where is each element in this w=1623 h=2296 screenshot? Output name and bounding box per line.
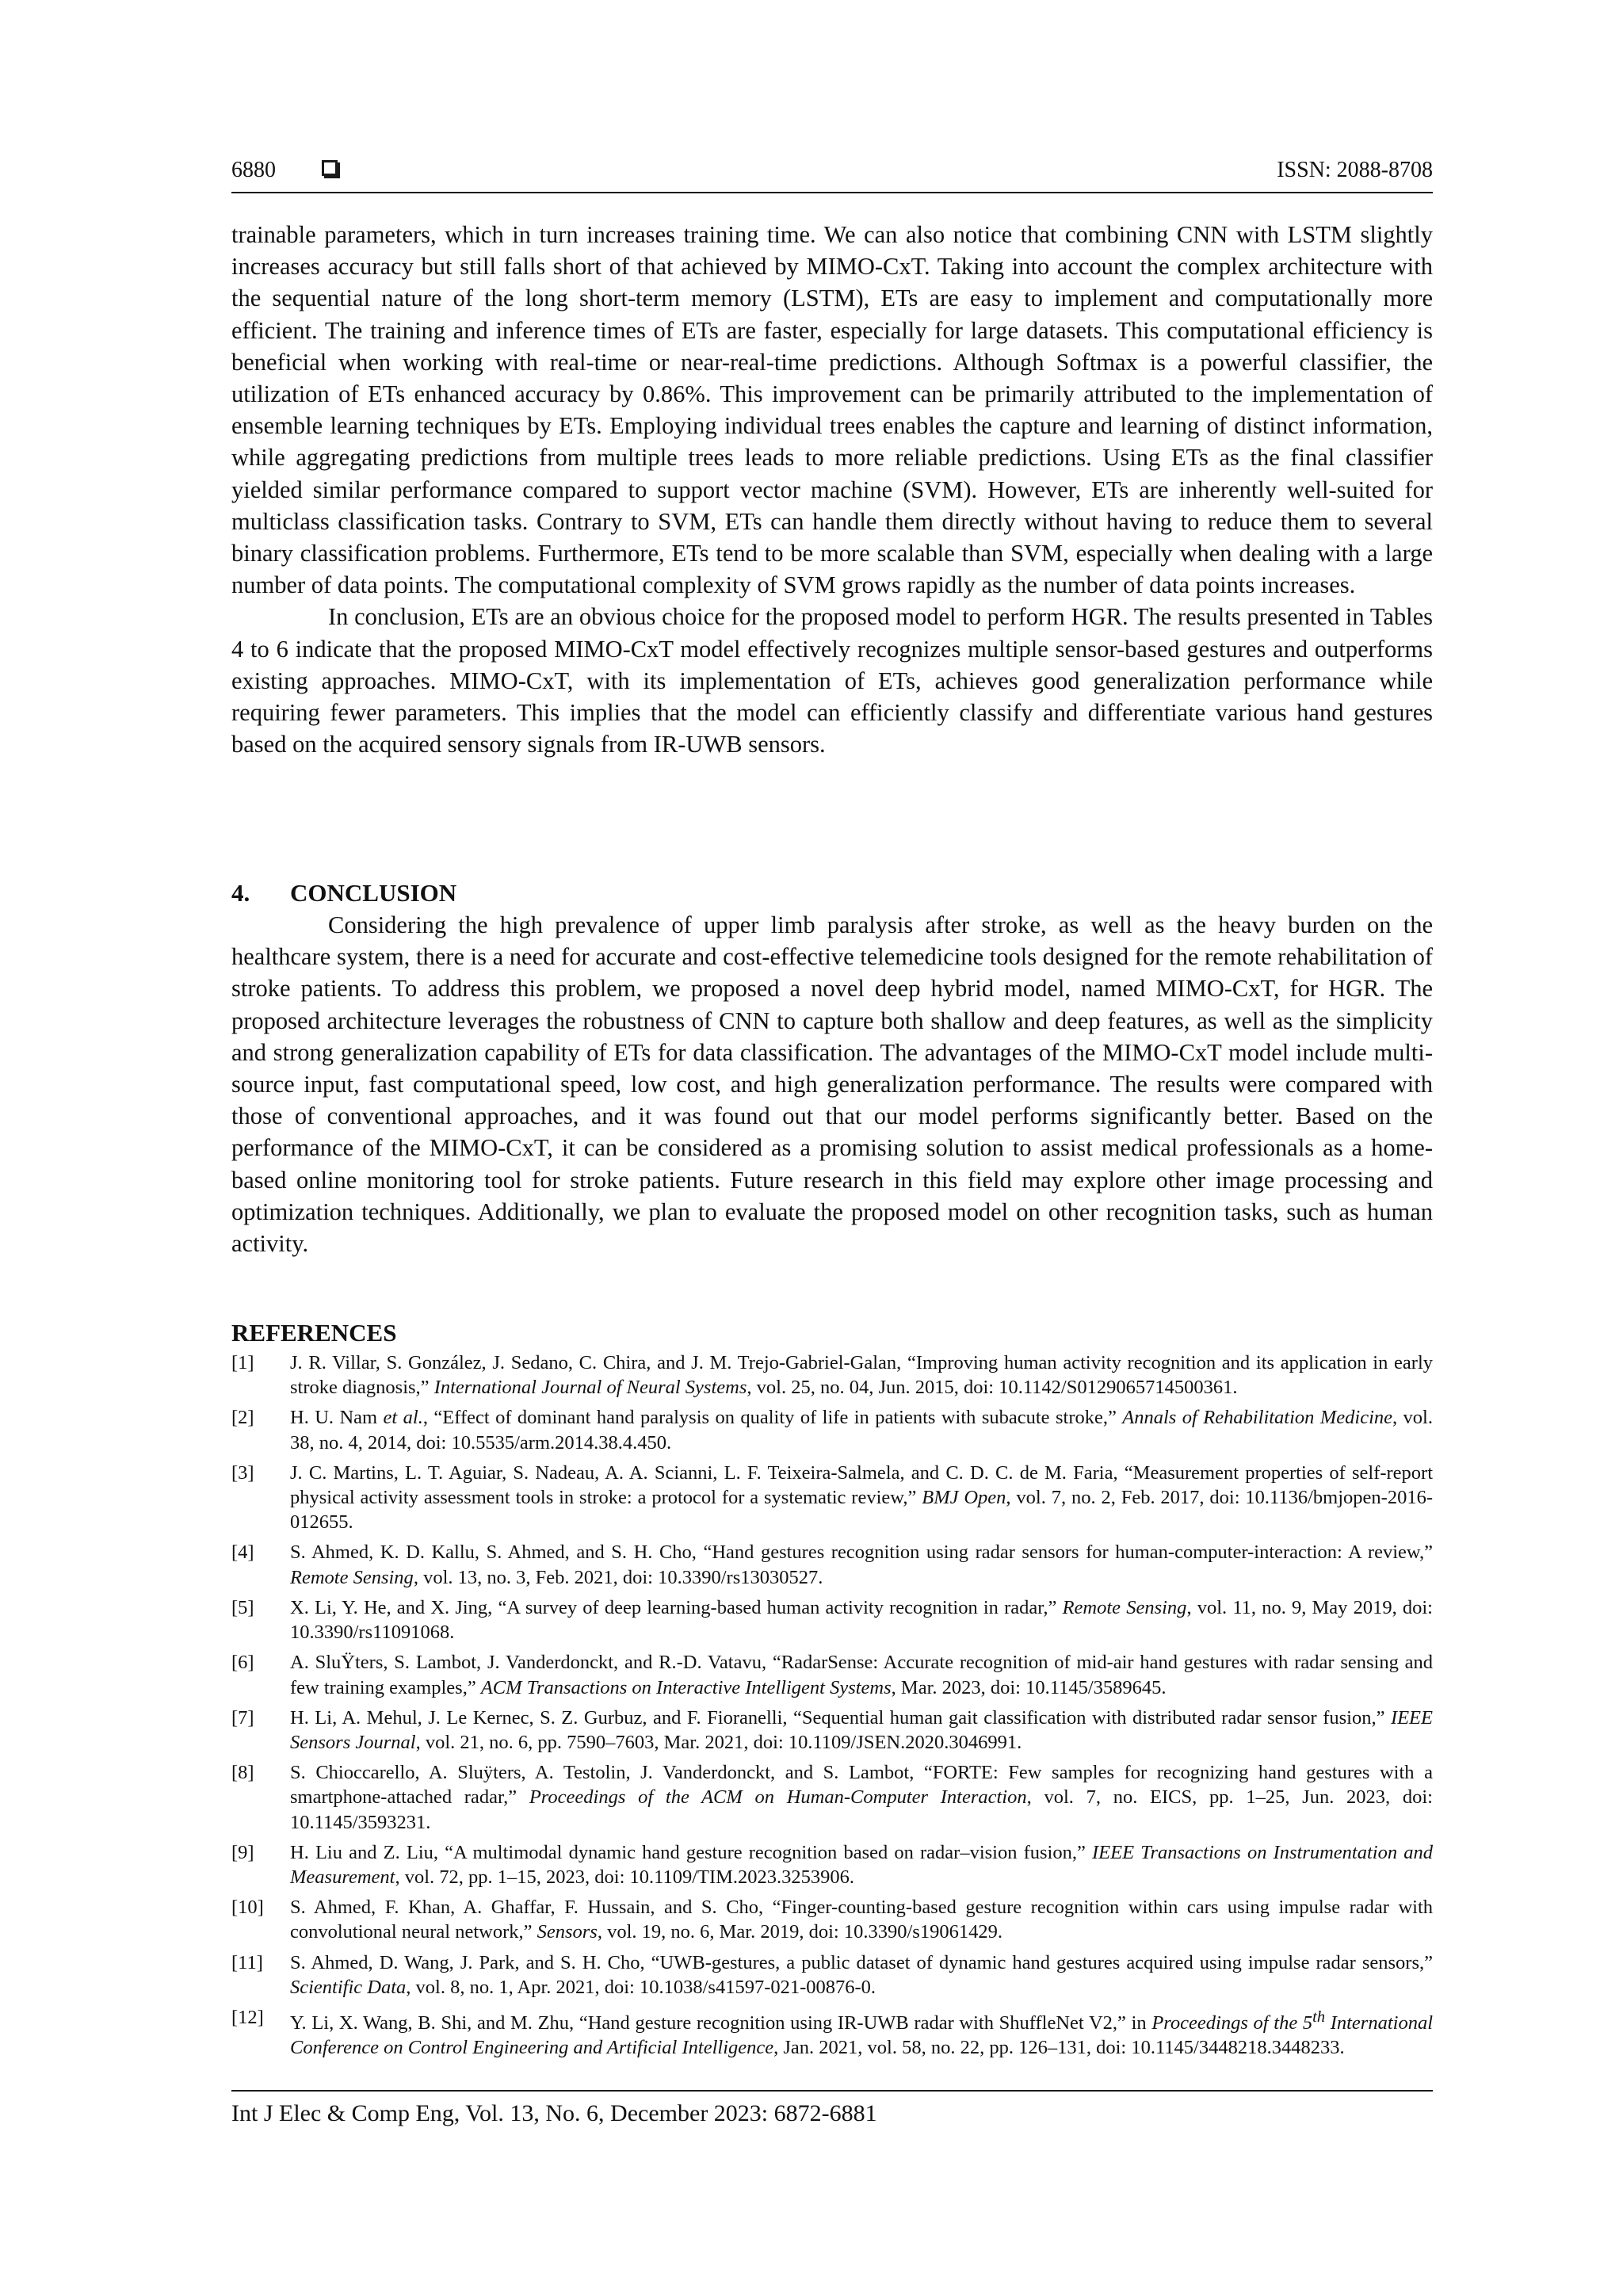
section-title: CONCLUSION xyxy=(290,879,457,907)
references-list xyxy=(231,1350,1433,2065)
section-number: 4. xyxy=(231,879,250,907)
journal-citation: Int J Elec & Comp Eng, Vol. 13, No. 6, December 2023: 6872-6881 xyxy=(231,2100,877,2126)
reference-item: [6] A. SluŸters, S. Lambot, J. Vanderdonckt, and R.-D. Vatavu, “RadarSense: Accurate recognition of mid-air hand gestures with radar sensing and few training examples,” ACM Transactions on Interactive Intelligent Systems, Mar. 2023, doi: 10.1145/3589645. xyxy=(231,1652,1433,1698)
page-header xyxy=(231,155,1433,193)
section-heading-conclusion xyxy=(231,877,456,909)
reference-item: [2] H. U. Nam et al., “Effect of dominant hand paralysis on quality of life in patients with subacute stroke,” Annals of Rehabilitation Medicine, vol. 38, no. 4, 2014, doi: 10.5535/arm.2014.38.4.450. xyxy=(231,1407,1433,1454)
conclusion-text xyxy=(231,909,1433,1259)
reference-item: [5] X. Li, Y. He, and X. Jing, “A survey of deep learning-based human activity recognition in radar,” Remote Sensing, vol. 11, no. 9, May 2019, doi: 10.3390/rs11091068. xyxy=(231,1596,1433,1644)
reference-item: [12] Y. Li, X. Wang, B. Shi, and M. Zhu, “Hand gesture recognition using IR-UWB radar with ShuffleNet V2,” in Proceedings of the 5th International Conference on Control Engineering and Artificial Intelligence, Jan. 2021, vol. 58, no. 22, pp. 126–131, doi: 10.1145/3448218.3448233. xyxy=(231,2006,1434,2059)
paragraph: Considering the high prevalence of upper limb paralysis after stroke, as well as the heavy burden on the healthcare system, there is a need for accurate and cost-effective telemedicine tools designed for the remote rehabilitation of stroke patients. To address this problem, we proposed a novel deep hybrid model, named MIMO-CxT, for HGR. The proposed architecture leverages the robustness of CNN to capture both shallow and deep features, as well as the simplicity and strong generalization capability of ETs for data classification. The advantages of the MIMO-CxT model include multi-source input, fast computational speed, low cost, and high generalization performance. The results were compared with those of conventional approaches, and it was found out that our model performs significantly better. Based on the performance of the MIMO-CxT, it can be considered as a promising solution to assist medical professionals as a home-based online monitoring tool for stroke patients. Future research in this field may explore other image processing and optimization techniques. Additionally, we plan to evaluate the proposed model on other recognition tasks, such as human activity. xyxy=(231,911,1433,1258)
issn: ISSN: 2088-8708 xyxy=(1277,158,1433,182)
paragraph: In conclusion, ETs are an obvious choice for the proposed model to perform HGR. The results presented in Tables 4 to 6 indicate that the proposed MIMO-CxT model effectively recognizes multiple sensor-based gestures and outperforms existing approaches. MIMO-CxT, with its implementation of ETs, achieves good generalization performance while requiring fewer parameters. This implies that the model can efficiently classify and differentiate various hand gestures based on the acquired sensory signals from IR-UWB sensors. xyxy=(231,603,1433,758)
square-bullet-icon xyxy=(322,160,338,176)
reference-item: [4] S. Ahmed, K. D. Kallu, S. Ahmed, and S. H. Cho, “Hand gestures recognition using radar sensors for human-computer-interaction: A review,” Remote Sensing, vol. 13, no. 3, Feb. 2021, doi: 10.3390/rs13030527. xyxy=(231,1541,1433,1588)
reference-item: [3] J. C. Martins, L. T. Aguiar, S. Nadeau, A. A. Scianni, L. F. Teixeira-Salmela, and C. D. C. de M. Faria, “Measurement properties of self-report physical activity assessment tools in stroke: a protocol for a systematic review,” BMJ Open, vol. 7, no. 2, Feb. 2017, doi: 10.1136/bmjopen-2016-012655. xyxy=(231,1461,1433,1534)
paragraph: trainable parameters, which in turn increases training time. We can also notice that combining CNN with LSTM slightly increases accuracy but still falls short of that achieved by MIMO-CxT. Taking into account the complex architecture with the sequential nature of the long short-term memory (LSTM), ETs are easy to implement and computationally more efficient. The training and inference times of ETs are faster, especially for large datasets. This computational efficiency is beneficial when working with real-time or near-real-time predictions. Although Softmax is a powerful classifier, the utilization of ETs enhanced accuracy by 0.86%. This improvement can be primarily attributed to the implementation of ensemble learning techniques by ETs. Employing individual trees enables the capture and learning of distinct information, while aggregating predictions from multiple trees leads to more reliable predictions. Using ETs as the final classifier yielded similar performance compared to support vector machine (SVM). However, ETs are inherently well-suited for multiclass classification tasks. Contrary to SVM, ETs can handle them directly without having to reduce them to several binary classification problems. Furthermore, ETs tend to be more scalable than SVM, especially when dealing with a large number of data points. The computational complexity of SVM grows rapidly as the number of data points increases. xyxy=(231,221,1433,599)
reference-item: [8] S. Chioccarello, A. Sluÿters, A. Testolin, J. Vanderdonckt, and S. Lambot, “FORTE: Few samples for recognizing hand gestures with a smartphone-attached radar,” Proceedings of the ACM on Human-Computer Interaction, vol. 7, no. EICS, pp. 1–25, Jun. 2023, doi: 10.1145/3593231. xyxy=(231,1762,1433,1833)
page-footer xyxy=(231,2090,1433,2130)
reference-item: [11] S. Ahmed, D. Wang, J. Park, and S. H. Cho, “UWB-gestures, a public dataset of dynamic hand gestures acquired using impulse radar sensors,” Scientific Data, vol. 8, no. 1, Apr. 2021, doi: 10.1038/s41597-021-00876-0. xyxy=(231,1951,1433,1998)
references-heading: REFERENCES xyxy=(231,1319,397,1347)
reference-item: [7] H. Li, A. Mehul, J. Le Kernec, S. Z. Gurbuz, and F. Fioranelli, “Sequential human gait classification with distributed radar sensor fusion,” IEEE Sensors Journal, vol. 21, no. 6, pp. 7590–7603, Mar. 2021, doi: 10.1109/JSEN.2020.3046991. xyxy=(231,1706,1433,1753)
page-number: 6880 xyxy=(231,158,276,182)
discussion-text xyxy=(231,219,1433,760)
reference-item: [10] S. Ahmed, F. Khan, A. Ghaffar, F. Hussain, and S. Cho, “Finger-counting-based gesture recognition within cars using impulse radar with convolutional neural network,” Sensors, vol. 19, no. 6, Mar. 2019, doi: 10.3390/s19061429. xyxy=(231,1897,1433,1943)
reference-item: [1] J. R. Villar, S. González, J. Sedano, C. Chira, and J. M. Trejo-Gabriel-Galan, “Improving human activity recognition and its application in early stroke diagnosis,” International Journal of Neural Systems, vol. 25, no. 04, Jun. 2015, doi: 10.1142/S0129065714500361. xyxy=(231,1352,1433,1399)
reference-item: [9] H. Liu and Z. Liu, “A multimodal dynamic hand gesture recognition based on radar–vision fusion,” IEEE Transactions on Instrumentation and Measurement, vol. 72, pp. 1–15, 2023, doi: 10.1109/TIM.2023.3253906. xyxy=(231,1841,1433,1889)
